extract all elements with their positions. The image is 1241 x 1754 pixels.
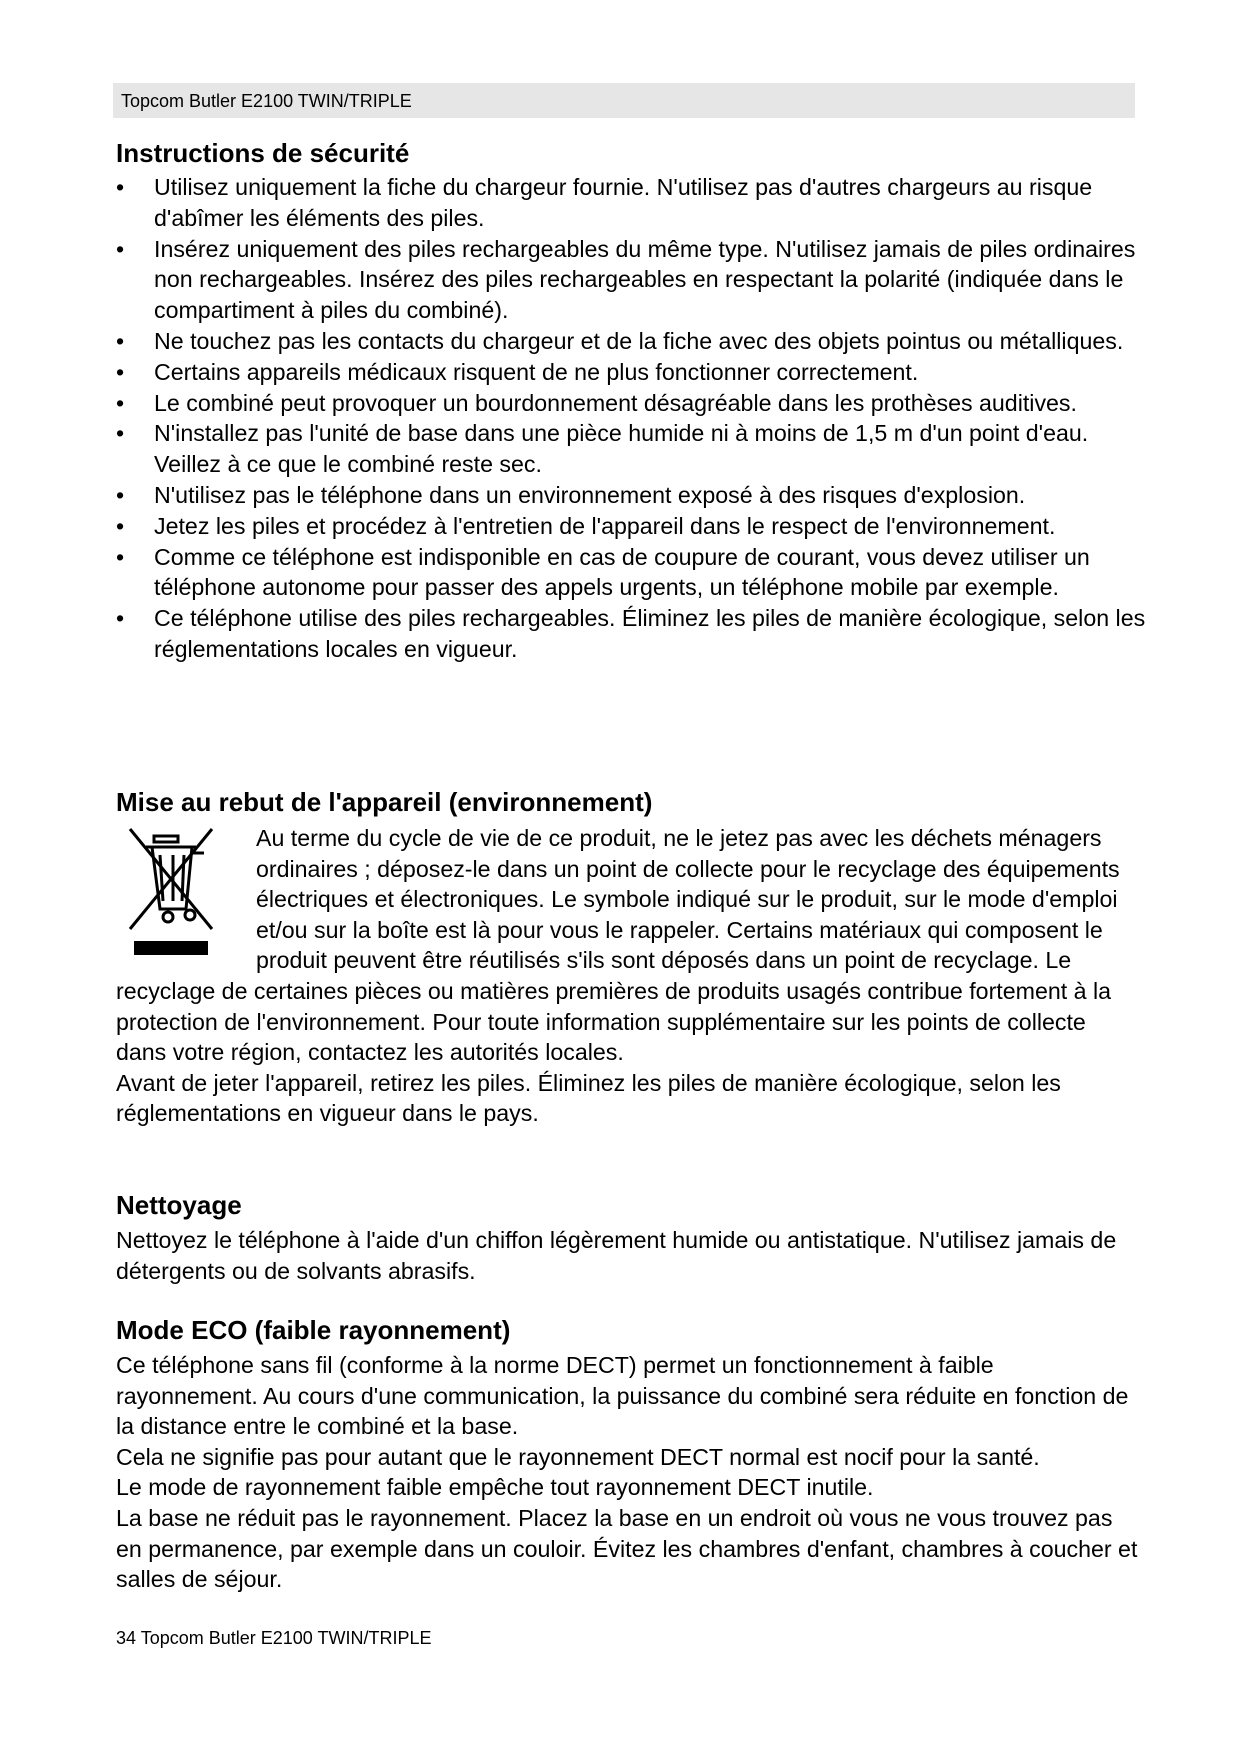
cleaning-paragraph: Nettoyez le téléphone à l'aide d'un chiffon légèrement humide ou antistatique. N'utilisez jamais de détergents ou de solvants abrasifs. bbox=[116, 1227, 1117, 1284]
page-footer: 34 Topcom Butler E2100 TWIN/TRIPLE bbox=[116, 1628, 432, 1648]
eco-paragraph-2: Cela ne signifie pas pour autant que le rayonnement DECT normal est nocif pour la santé. bbox=[116, 1443, 1040, 1470]
safety-list bbox=[116, 172, 1146, 665]
header-title: Topcom Butler E2100 TWIN/TRIPLE bbox=[121, 91, 412, 111]
crossed-out-wheelie-bin-icon bbox=[116, 823, 254, 959]
list-item: • N'installez pas l'unité de base dans une pièce humide ni à moins de 1,5 m d'un point d'eau. Veillez à ce que le combiné reste sec. bbox=[116, 420, 1089, 478]
cleaning-heading: Nettoyage bbox=[116, 1190, 242, 1220]
list-item: • Utilisez uniquement la fiche du chargeur fournie. N'utilisez pas d'autres chargeurs au risque d'abîmer les éléments des piles. bbox=[116, 174, 1093, 231]
disposal-paragraph-2: Avant de jeter l'appareil, retirez les piles. Éliminez les piles de manière écologique, selon les réglementations en vigueur dans le pays. bbox=[116, 1069, 1061, 1127]
eco-paragraph-1: Ce téléphone sans fil (conforme à la norme DECT) permet un fonctionnement à faible rayonnement. Au cours d'une communication, la puissance du combiné sera réduite en fonction de la distance entre le combiné et la base. bbox=[116, 1352, 1129, 1440]
disposal-heading: Mise au rebut de l'appareil (environnement) bbox=[116, 787, 653, 817]
list-item: • Jetez les piles et procédez à l'entretien de l'appareil dans le respect de l'environnement. bbox=[116, 512, 1056, 539]
disposal-paragraph-1: Au terme du cycle de vie de ce produit, ne le jetez pas avec les déchets ménagers ordinaires ; déposez-le dans un point de collecte pour le recyclage des équipements électriques et électroniques. Le symbole indiqué sur le produit, sur le mode d'emploi et/ou sur la boîte est là pour vous le rappeler. Certains matériaux qui composent le produit peuvent être réutilisés s'ils sont déposés dans un point de recyclage. Le recyclage de certaines pièces ou matières premières de produits usagés contribue fortement à la protection de l'environnement. Pour toute information supplémentaire sur les points de collecte dans votre région, contactez les autorités locales. bbox=[116, 825, 1120, 1066]
list-item: • Le combiné peut provoquer un bourdonnement désagréable dans les prothèses auditives. bbox=[116, 389, 1077, 416]
eco-paragraph-4: La base ne réduit pas le rayonnement. Placez la base en un endroit où vous ne vous trouvez pas en permanence, par exemple dans un couloir. Évitez les chambres d'enfant, chambres à coucher et salles de séjour. bbox=[116, 1504, 1138, 1593]
list-item: • Comme ce téléphone est indisponible en cas de coupure de courant, vous devez utiliser un téléphone autonome pour passer des appels urgents, un téléphone mobile par exemple. bbox=[116, 543, 1090, 601]
list-item: • Certains appareils médicaux risquent de ne plus fonctionner correctement. bbox=[116, 358, 919, 385]
safety-heading: Instructions de sécurité bbox=[116, 138, 410, 168]
list-item: • Insérez uniquement des piles rechargeables du même type. N'utilisez jamais de piles ordinaires non rechargeables. Insérez des piles rechargeables en respectant la polarité (indiquée dans le compartiment à piles du combiné). bbox=[116, 235, 1136, 324]
eco-paragraph-3: Le mode de rayonnement faible empêche tout rayonnement DECT inutile. bbox=[116, 1474, 874, 1501]
list-item: • Ne touchez pas les contacts du chargeur et de la fiche avec des objets pointus ou métalliques. bbox=[116, 327, 1124, 354]
list-item: • Ce téléphone utilise des piles rechargeables. Éliminez les piles de manière écologique, selon les réglementations locales en vigueur. bbox=[116, 605, 1146, 662]
disposal-section bbox=[116, 823, 1140, 1129]
list-item: • N'utilisez pas le téléphone dans un environnement exposé à des risques d'explosion. bbox=[116, 481, 1026, 508]
eco-heading: Mode ECO (faible rayonnement) bbox=[116, 1315, 511, 1345]
page-header bbox=[113, 83, 1135, 118]
eco-section bbox=[116, 1350, 1140, 1595]
